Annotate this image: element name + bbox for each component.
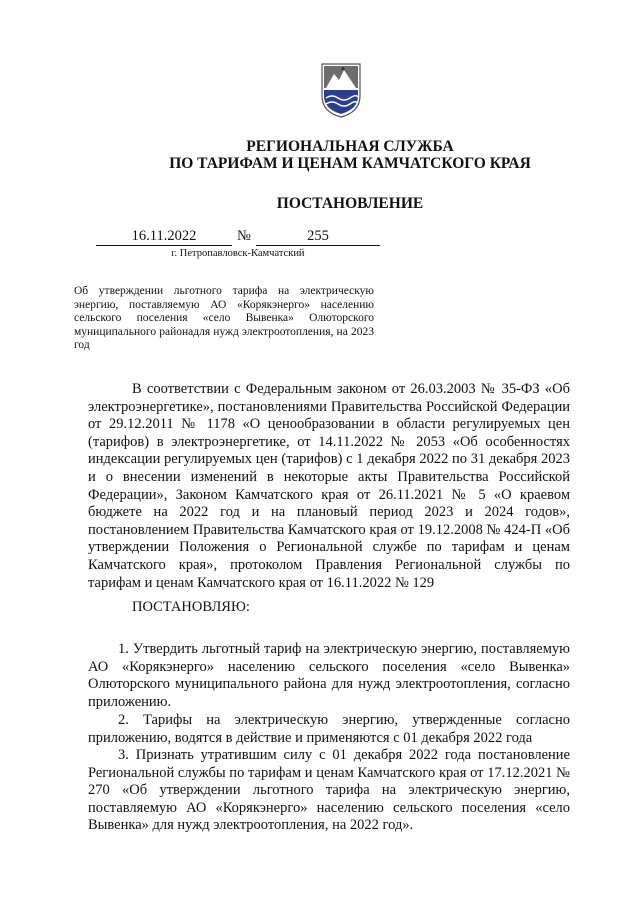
org-name-line2: ПО ТАРИФАМ И ЦЕНАМ КАМЧАТСКОГО КРАЯ	[169, 155, 531, 172]
document-type-title: ПОСТАНОВЛЕНИЕ	[276, 195, 424, 212]
number-sign: №	[237, 228, 251, 244]
city-label: г. Петропавловск-Камчатский	[171, 248, 305, 259]
org-name-line1: РЕГИОНАЛЬНАЯ СЛУЖБА	[246, 138, 454, 155]
item-paragraph-1: 1. Утвердить льготный тариф на электрическую энергию, поставляемую АО «Корякэнерго» населению сельского поселения «село Вывенка» Олюторского муниципального района для нужд электроотопления, согласно приложению.	[88, 641, 570, 710]
date-underline	[96, 245, 232, 246]
document-subject: Об утверждении льготного тарифа на электрическую энергию, поставляемую АО «Корякэнерго» населению сельского поселения «село Вывенка» Олюторского муниципального районадля нужд электроотопления, на 2023 год	[74, 285, 374, 351]
preamble-paragraph: В соответствии с Федеральным законом от 26.03.2003 № 35-ФЗ «Об электроэнергетике», постановлениями Правительства Российской Федерации от 29.12.2011 № 1178 «О ценообразовании в области регулируемых цен (тарифов) в электроэнергетике, от 14.11.2022 № 2053 «Об особенностях индексации регулируемых цен (тарифов) с 1 декабря 2022 по 31 декабря 2023 и о внесении изменений в некоторые акты Правительства Российской Федерации», Законом Камчатского края от 26.11.2021 № 5 «О краевом бюджете на 2022 год и на плановый период 2023 и 2024 годов», постановлением Правительства Камчатского края от 19.12.2008 № 424-П «Об утверждении Положения о Региональной службе по тарифам и ценам Камчатского края», протоколом Правления Региональной службы по тарифам и ценам Камчатского края от 16.11.2022 № 129	[88, 381, 570, 591]
resolve-heading: ПОСТАНОВЛЯЮ:	[132, 599, 250, 615]
kamchatka-coat-of-arms-icon	[320, 62, 362, 118]
document-number: 255	[307, 228, 329, 244]
document-date: 16.11.2022	[131, 228, 197, 244]
number-underline	[256, 245, 380, 246]
item-paragraph-3: 3. Признать утратившим силу с 01 декабря 2022 года постановление Региональной службы по тарифам и ценам Камчатского края от 17.12.2021 № 270 «Об утверждении льготного тарифа на электрическую энергию, поставляемую АО «Корякэнерго» населению сельского поселения «село Вывенка» для нужд электроотопления, на 2022 год».	[88, 747, 570, 834]
item-paragraph-2: 2. Тарифы на электрическую энергию, утвержденные согласно приложению, водятся в действие и применяются с 01 декабря 2022 года	[88, 712, 570, 746]
date-number-line	[96, 228, 380, 246]
